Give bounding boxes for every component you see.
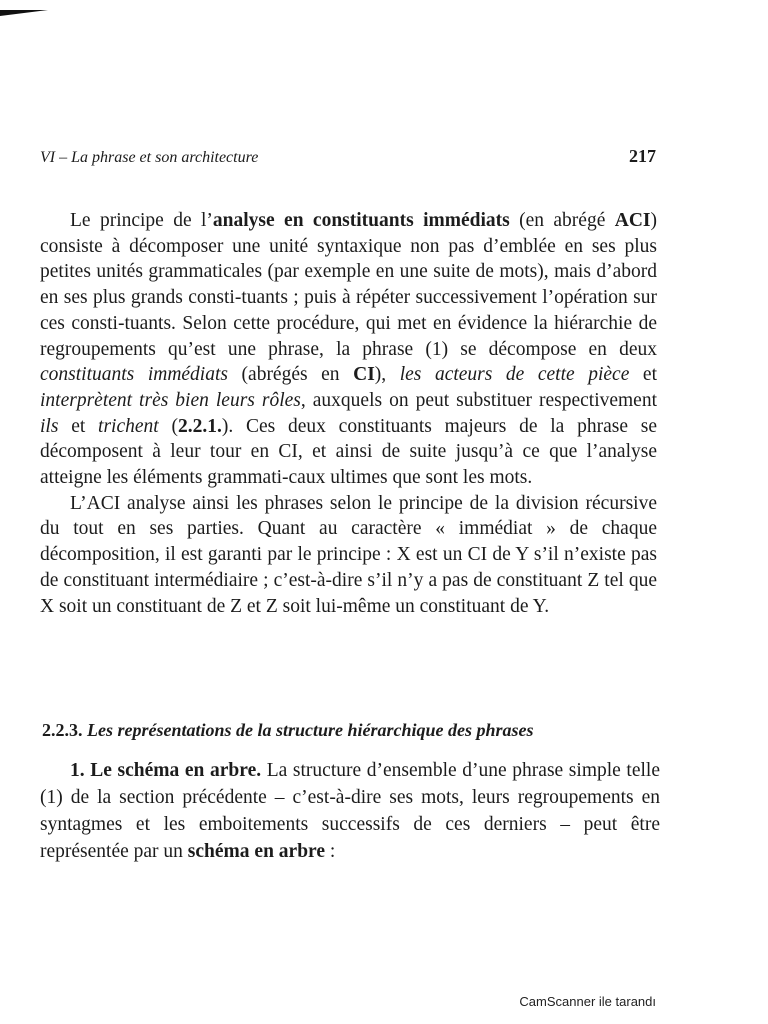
example-ils: ils	[40, 415, 59, 437]
scanner-watermark: CamScanner ile tarandı	[519, 994, 656, 1009]
text-run: (en abrégé	[509, 210, 615, 231]
text-run: La structure d’ensemble d’une phrase simple telle (1) de la section précédente – c’est-à-dire ses mots, leurs regroupements en syntagmes et les emboitements successifs de ces derniers – peut être représentée par un	[40, 760, 660, 862]
body-text-section	[40, 757, 660, 865]
page-number: 217	[629, 146, 656, 166]
italic-constituants-immediats: constituants immédiats	[40, 364, 228, 386]
text-run: et	[629, 364, 658, 386]
term-analyse-constituants: analyse en constituants immédiats	[212, 210, 510, 231]
section-number: 2.2.3.	[42, 720, 83, 740]
text-run: (	[158, 415, 178, 437]
abbr-ci: CI	[353, 364, 375, 386]
paragraph-schema-arbre	[40, 757, 660, 865]
page-header	[40, 146, 656, 167]
text-run: ) consiste à décomposer une unité syntaxique non pas d’emblée en ses plus petites unités grammaticales (par exemple en une suite de mots), mais d’abord en ses plus grands consti-tuants ; puis à répéter successivement l’opération sur ces consti-tuants. Selon cette procédure, qui met en évidence la hiérarchie de regroupements qu’est une phrase, la phrase (1) se décompose en deux	[40, 210, 658, 360]
paragraph-aci-principle	[40, 208, 657, 491]
section-title: Les représentations de la structure hiérarchique des phrases	[87, 720, 534, 740]
abbr-aci: ACI	[614, 210, 651, 231]
text-run: , auxquels on peut substituer respectivement	[300, 389, 658, 411]
example-trichent: trichent	[98, 415, 159, 437]
paragraph-lead: 1. Le schéma en arbre.	[70, 760, 262, 781]
term-schema-en-arbre: schéma en arbre	[187, 841, 325, 862]
text-run: (abrégés en	[227, 364, 354, 386]
text-run: ),	[374, 364, 400, 386]
text-run: Le principe de l’	[70, 210, 213, 231]
section-heading	[42, 720, 534, 741]
section-reference: 2.2.1.	[177, 415, 222, 437]
text-run: et	[58, 415, 99, 437]
body-text	[40, 208, 657, 619]
corner-mark	[0, 10, 48, 16]
example-interpretent: interprètent très bien leurs rôles	[40, 389, 301, 411]
text-run: :	[325, 841, 336, 862]
text-run: ). Ces deux constituants majeurs de la phrase se décomposent à leur tour en CI, et ainsi de suite jusqu’à ce que l’analyse atteigne les éléments grammati-caux ultimes que sont les mots.	[40, 415, 657, 489]
paragraph-aci-recursive: L’ACI analyse ainsi les phrases selon le principe de la division récursive du tout en ses parties. Quant au caractère « immédiat » de chaque décomposition, il est garanti par le principe : X est un CI de Y s’il n’existe pas de constituant intermédiaire ; c’est-à-dire s’il n’y a pas de constituant Z tel que X soit un constituant de Z et Z soit lui-même un constituant de Y.	[40, 492, 657, 617]
example-acteurs: les acteurs de cette pièce	[399, 364, 630, 386]
running-head: VI – La phrase et son architecture	[40, 149, 259, 166]
